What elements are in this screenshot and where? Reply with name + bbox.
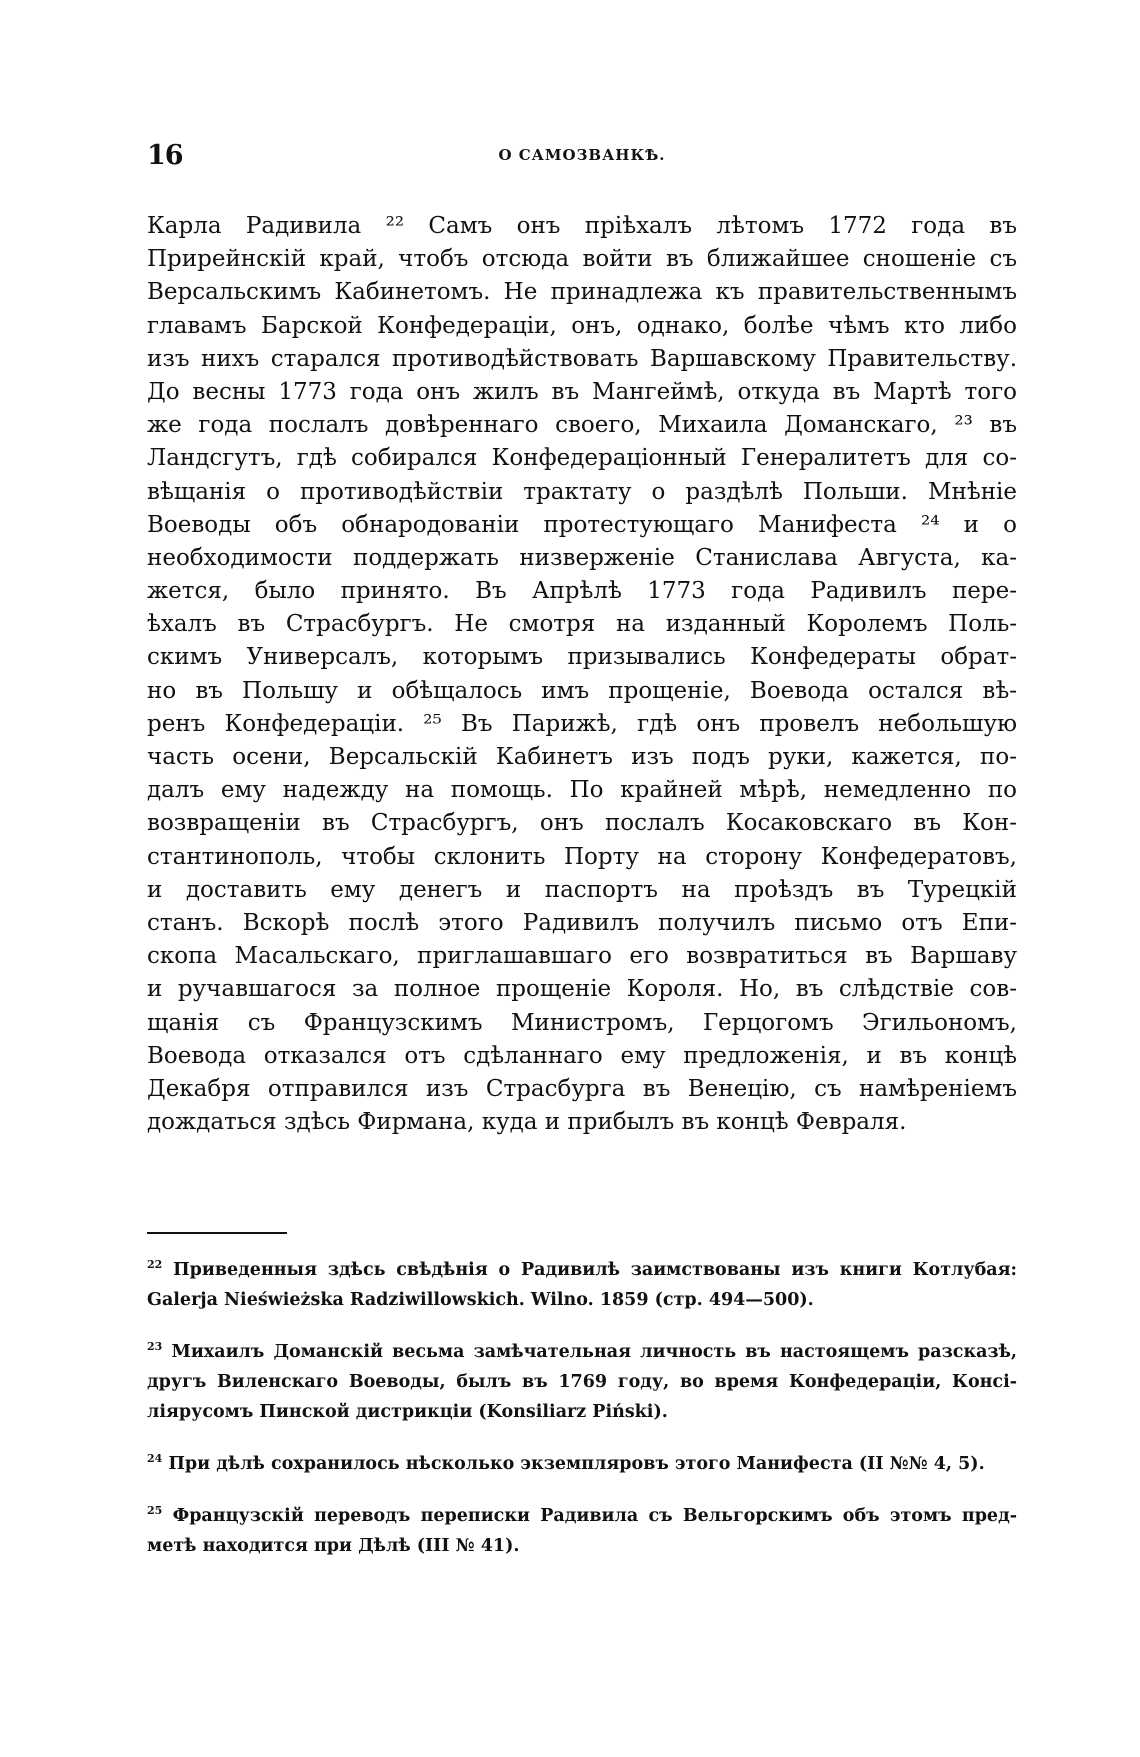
text-line: и ручавшагося за полное прощенiе Короля. Но, въ слѣдствiе сов- [147,976,1017,1003]
footnotes [147,1255,1017,1583]
text-line: скимъ Универсалъ, которымъ призывались Конфедераты обрат- [147,644,1017,671]
text-line: но въ Польшу и обѣщалось имъ прощенiе, Воевода остался вѣ- [147,677,1017,704]
text-line: изъ нихъ старался противодѣйствовать Варшавскому Правительству. [147,345,1017,372]
text-line: Карла Радивила ²² Самъ онъ прiѣхалъ лѣтомъ 1772 года въ [147,213,1017,239]
text-line: дождаться здѣсь Фирмана, куда и прибылъ въ концѣ Февраля. [147,1109,907,1136]
footnote-line: метѣ находится при Дѣлѣ (III № 41). [147,1536,520,1556]
text-line: Ландсгутъ, гдѣ собирался Конфедерацiонный Генералитетъ для со- [147,445,1017,472]
footnote-mark: 22 [147,1258,163,1272]
footnote-mark: 23 [147,1340,163,1354]
page-header [147,140,1017,180]
footnote-line [147,1337,1017,1367]
footnote-rule [147,1232,287,1234]
footnote-line [147,1449,1017,1479]
text-line: стантинополь, чтобы склонить Порту на сторону Конфедератовъ, [147,843,1017,870]
text-line: Версальскимъ Кабинетомъ. Не принадлежа къ правительственнымъ [147,279,1017,306]
text-line: и доставить ему денегъ и паспортъ на проѣздъ въ Турецкiй [147,876,1017,903]
main-text [147,210,1017,1139]
running-title: О САМОЗВАНКѢ. [498,146,666,164]
footnote-23 [147,1337,1017,1427]
footnote-line: лiярусомъ Пинской дистрикцiи (Konsiliarz Piński). [147,1402,668,1422]
footnote-mark: 25 [147,1504,163,1518]
footnote-text: Приведенныя здѣсь свѣдѣнiя о Радивилѣ заимствованы изъ книги Котлубая: [173,1260,1018,1280]
footnote-text: Французскiй переводъ переписки Радивила съ Вельгорскимъ объ этомъ пред- [172,1506,1017,1526]
text-line: главамъ Барской Конфедерацiи, онъ, однако, болѣе чѣмъ кто либо [147,312,1017,339]
text-line: Воеводы объ обнародованiи протестующаго Манифеста ²⁴ и о [147,511,1017,538]
text-line: же года послалъ довѣреннаго своего, Михаила Доманскаго, ²³ въ [147,412,1017,439]
footnote-line [147,1255,1017,1285]
text-line: Декабря отправился изъ Страсбурга въ Венецiю, съ намѣренiемъ [147,1075,1017,1102]
text-line: щанiя съ Французскимъ Министромъ, Герцогомъ Эгильономъ, [147,1009,1017,1036]
footnote-line: другъ Виленскаго Воеводы, былъ въ 1769 году, во время Конфедерацiи, Консi- [147,1372,1017,1392]
footnote-25 [147,1501,1017,1561]
footnote-mark: 24 [147,1452,163,1466]
text-line: станъ. Вскорѣ послѣ этого Радивилъ получилъ письмо отъ Епи- [147,909,1017,936]
footnote-24 [147,1449,1017,1479]
footnote-text: При дѣлѣ сохранилось нѣсколько экземпляровъ этого Манифеста (II №№ 4, 5). [168,1454,985,1474]
text-line: ренъ Конфедерацiи. ²⁵ Въ Парижѣ, гдѣ онъ провелъ небольшую [147,710,1017,737]
text-line: До весны 1773 года онъ жилъ въ Мангеймѣ, откуда въ Мартѣ того [147,378,1017,405]
text-line: необходимости поддержать низверженiе Станислава Августа, ка- [147,544,1017,571]
text-line: Прирейнскiй край, чтобъ отсюда войти въ ближайшее сношенiе съ [147,246,1017,273]
text-line: часть осени, Версальскiй Кабинетъ изъ подъ руки, кажется, по- [147,744,1017,770]
text-line: Воевода отказался отъ сдѣланнаго ему предложенiя, и въ концѣ [147,1042,1017,1069]
text-line: возвращенiи въ Страсбургъ, онъ послалъ Косаковскаго въ Кон- [147,810,1017,837]
footnote-22 [147,1255,1017,1315]
text-line: ѣхалъ въ Страсбургъ. Не смотря на изданный Королемъ Поль- [147,611,1017,638]
text-line: скопа Масальскаго, приглашавшаго его возвратиться въ Варшаву [147,943,1017,970]
text-line: вѣщанiя о противодѣйствiи трактату о раздѣлѣ Польши. Мнѣнiе [147,478,1017,505]
footnote-line: Galerja Nieświeżska Radziwillowskich. Wilno. 1859 (стр. 494—500). [147,1290,814,1310]
page-number: 16 [147,140,183,171]
footnote-line [147,1501,1017,1531]
text-line: жется, было принято. Въ Апрѣлѣ 1773 года Радивилъ пере- [147,578,1017,605]
text-line: далъ ему надежду на помощь. По крайней мѣрѣ, немедленно по [147,777,1017,804]
footnote-text: Михаилъ Доманскiй весьма замѣчательная личность въ настоящемъ разсказѣ, [171,1342,1017,1362]
